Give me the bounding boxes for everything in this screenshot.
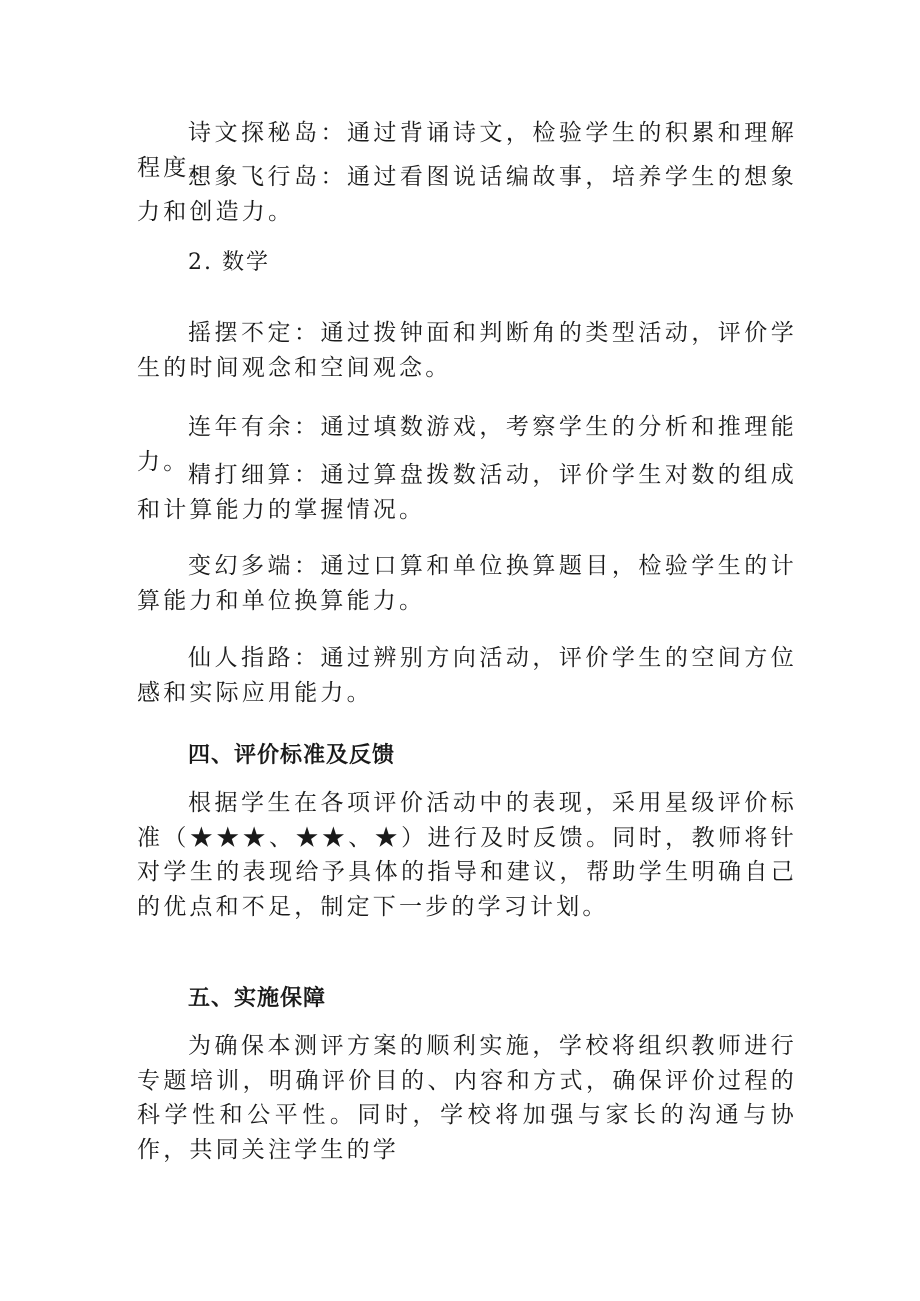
heading-implementation: 五、实施保障 — [188, 986, 327, 1011]
subheading-math: 2. 数学 — [188, 250, 270, 275]
paragraph-swing: 摇摆不定：通过拨钟面和判断角的类型活动，评价学生的时间观念和空间观念。 — [137, 320, 797, 381]
paragraph-imagination-island: 想象飞行岛：通过看图说话编故事，培养学生的想象力和创造力。 — [137, 164, 797, 225]
paragraph-direction: 仙人指路：通过辨别方向活动，评价学生的空间方位感和实际应用能力。 — [137, 645, 797, 706]
paragraph-implementation: 为确保本测评方案的顺利实施，学校将组织教师进行专题培训，明确评价目的、内容和方式，确保评价过程的科学性和公平性。同时，学校将加强与家长的沟通与协作，共同关注学生的学 — [137, 1033, 797, 1163]
paragraph-surplus: 连年有余：通过填数游戏，考察学生的分析和推理能力。 — [137, 414, 797, 475]
paragraph-calculation: 精打细算：通过算盘拨数活动，评价学生对数的组成和计算能力的掌握情况。 — [137, 462, 797, 523]
heading-evaluation-standard: 四、评价标准及反馈 — [188, 743, 396, 768]
paragraph-evaluation-standard: 根据学生在各项评价活动中的表现，采用星级评价标准（★★★、★★、★）进行及时反馈。同时，教师将针对学生的表现给予具体的指导和建议，帮助学生明确自己的优点和不足，制定下一步的学习计划。 — [137, 790, 797, 920]
paragraph-poetry-island: 诗文探秘岛：通过背诵诗文，检验学生的积累和理解程度。 — [137, 120, 797, 181]
paragraph-change: 变幻多端：通过口算和单位换算题目，检验学生的计算能力和单位换算能力。 — [137, 553, 797, 614]
